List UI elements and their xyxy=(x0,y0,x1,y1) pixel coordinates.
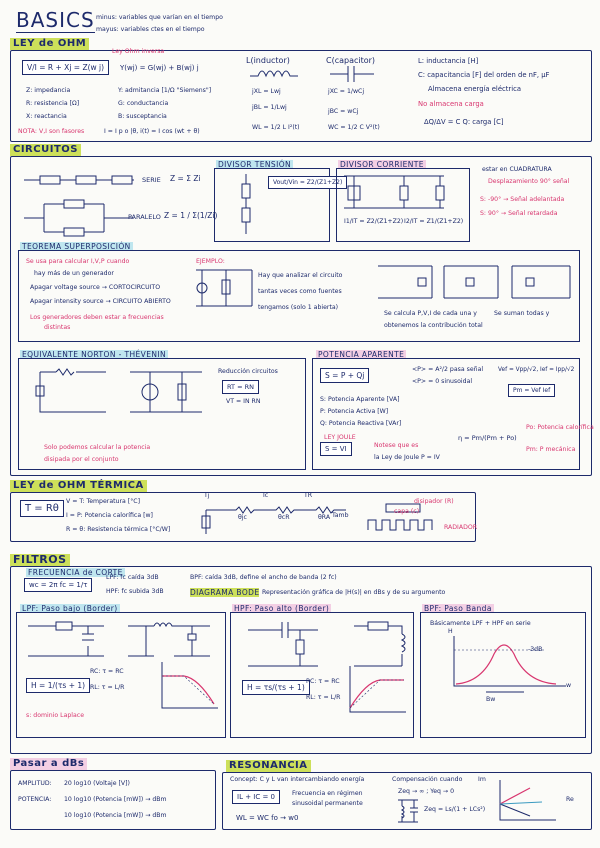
serie-eq: Z = Σ Zi xyxy=(170,174,201,183)
ejemplo-bottom-1: Se calcula P,V,I de cada una y xyxy=(384,310,477,317)
potencia-line-4: P: Potencia Activa [W] xyxy=(320,408,389,415)
frec-label: FRECUENCIA de CORTE xyxy=(28,568,123,577)
page-title: BASICS xyxy=(16,8,95,32)
divisor-corriente-eq-2: I2/IT = Z1/(Z1+Z2) xyxy=(404,218,464,225)
norton-heading: EQUIVALENTE NORTON - THÉVENIN xyxy=(22,350,166,359)
termica-line-3: R = θ: Resistencia térmica [°C/W] xyxy=(66,526,171,533)
teorema-line-4: Apagar intensity source → CIRCUITO ABIERTO xyxy=(30,298,171,305)
teorema-heading: TEOREMA SUPERPOSICIÓN xyxy=(22,242,131,251)
paralelo-eq: Z = 1 / Σ(1/Zi) xyxy=(164,211,218,220)
ley-ohm-heading: LEY de OHM xyxy=(10,38,89,50)
resonancia-comp-2: Zeq → ∞ ; Yeq → 0 xyxy=(398,788,455,795)
divisor-corriente-circuit-icon xyxy=(344,176,454,210)
teorema-line-5: Los generadores deben estar a frecuencias xyxy=(30,314,164,321)
lpf-circuit-icon xyxy=(24,622,214,658)
def-r: R: resistencia [Ω] xyxy=(26,100,80,107)
resonancia-feq: Zeq = Ls/(1 + LCs²) xyxy=(424,806,486,813)
def-g: G: conductancia xyxy=(118,100,169,107)
superposicion-circuits-icon xyxy=(378,264,570,300)
potencia-line-1: <P> = A²/2 pasa señal xyxy=(412,366,484,373)
inductor-eq-3: WL = 1/2 L I²(t) xyxy=(252,124,300,131)
resonancia-label-re: Re xyxy=(566,796,574,803)
teorema-line-2: hay más de un generador xyxy=(34,270,114,277)
lpf-eq: H = 1/(τs + 1) xyxy=(26,678,90,693)
termica-label-disipador: disipador (R) xyxy=(414,498,454,505)
fase-note-2: S: 90° → Señal retardada xyxy=(480,210,558,217)
norton-warn-2: disipada por el conjunto xyxy=(44,456,119,463)
resonancia-eq: IL + IC = 0 xyxy=(232,790,280,804)
hpf-bode-icon xyxy=(346,666,406,716)
right-def-charge: No almacena carga xyxy=(418,100,484,108)
bpf-label-3db: -3dB xyxy=(528,646,543,653)
eta-note-1: Po: Potencia calorífica xyxy=(526,424,594,431)
ejemplo-bottom-2: obtenemos la contribución total xyxy=(384,322,483,329)
divisor-corriente-heading: DIVISOR CORRIENTE xyxy=(340,160,424,169)
termica-label-capa: capa (c) xyxy=(394,508,420,515)
teorema-line-1: Se usa para calcular I,V,P cuando xyxy=(26,258,130,265)
paralelo-label: PARALELO xyxy=(128,213,161,221)
bpf-fc: BPF: caída 3dB, define el ancho de banda (2 fc) xyxy=(190,574,337,581)
right-def-energy: Almacena energía eléctrica xyxy=(428,85,521,93)
bpf-label-bw: Bw xyxy=(486,696,496,703)
ley-ohm-inverse-label: Ley Ohm inversa xyxy=(112,48,165,55)
paralelo-circuit-icon xyxy=(24,200,134,236)
def-b: B: susceptancia xyxy=(118,113,167,120)
resonancia-concept: Concept: C y L van intercambiando energía xyxy=(230,776,365,783)
inductor-symbol-icon xyxy=(250,68,300,80)
right-eq: ΔQ/ΔV = C Q: carga [C] xyxy=(424,118,504,126)
termica-label-tr: TR xyxy=(304,492,313,499)
resonancia-line-2: sinusoidal permanente xyxy=(292,800,363,807)
inductor-eq-2: jBL = 1/Lwj xyxy=(252,104,287,111)
ejemplo-text-3: tengamos (solo 1 abierta) xyxy=(258,304,339,311)
ejemplo-bottom-3: Se suman todas y xyxy=(494,310,550,317)
joule-note-1: Notese que es xyxy=(374,442,419,449)
dbs-heading: Pasar a dBs xyxy=(10,758,87,770)
hpf-rl: RL: τ = L/R xyxy=(306,694,341,701)
potencia-line-3: S: Potencia Aparente [VA] xyxy=(320,396,400,403)
ejemplo-text-2: tantas veces como fuentes xyxy=(258,288,342,295)
dbs-potencia-label: POTENCIA: xyxy=(18,796,52,803)
filtros-heading: FILTROS xyxy=(10,554,70,566)
bpf-heading: BPF: Paso Banda xyxy=(424,604,492,613)
termica-eq: T = Rθ xyxy=(20,500,64,517)
norton-note-1: Reducción circuitos xyxy=(218,368,278,375)
resonancia-heading: RESONANCIA xyxy=(226,760,311,772)
termica-label-radiador: RADIADOR xyxy=(444,524,478,531)
cuadratura-1: estar en CUADRATURA xyxy=(482,166,552,173)
capacitor-symbol-icon xyxy=(330,66,374,82)
ley-ohm-main-eq: V/I = R + Xj = Z(w j) xyxy=(22,60,109,75)
termica-line-1: V = T: Temperatura [°C] xyxy=(66,498,141,505)
termica-line-2: I = P: Potencia calorífica [w] xyxy=(66,512,153,519)
def-x: X: reactancia xyxy=(26,113,67,120)
hpf-eq: H = τs/(τs + 1) xyxy=(242,680,310,695)
potencia-eq: S = P + Qj xyxy=(320,368,369,383)
capacitor-eq-1: jXC = 1/wCj xyxy=(328,88,365,95)
serie-circuit-icon xyxy=(24,172,134,188)
resonancia-eq2: WL = WC fo → w0 xyxy=(236,814,299,822)
ley-ohm-note: NOTA: V,I son fasores xyxy=(18,128,85,135)
capacitor-eq-2: jBC = wCj xyxy=(328,108,359,115)
dbs-amplitud-label: AMPLITUD: xyxy=(18,780,52,787)
lpf-heading: LPF: Paso bajo (Border) xyxy=(22,604,118,613)
resonancia-label-im: Im xyxy=(478,776,486,783)
capacitor-title: C(capacitor) xyxy=(326,56,376,65)
def-z: Z: impedancia xyxy=(26,87,71,94)
bpf-bode-icon xyxy=(446,636,566,694)
vef-eq: Vef = Vpp/√2, Ief = Ipp/√2 xyxy=(498,367,575,373)
dbs-potencia-eq-1: 10 log10 (Potencia [mW]) → dBm xyxy=(64,796,167,803)
joule-note-2: la Ley de Joule P = IV xyxy=(374,454,440,461)
capacitor-eq-3: WC = 1/2 C V²(t) xyxy=(328,124,380,131)
termica-label-tc: Tc xyxy=(262,492,269,499)
bpf-label-w: w xyxy=(566,682,572,689)
bode-text: Representación gráfica de |H(s)| en dBs y de su argumento xyxy=(262,589,446,596)
frec-eq: wc = 2π fc = 1/τ xyxy=(24,578,92,592)
bpf-text: Básicamente LPF + HPF en serie xyxy=(430,620,531,627)
def-y: Y: admitancia [1/Ω "Siemens"] xyxy=(118,87,212,94)
termica-label-tj: Tj xyxy=(204,492,210,499)
circuitos-heading: CIRCUITOS xyxy=(10,144,81,156)
hpf-heading: HPF: Paso alto (Border) xyxy=(234,604,330,613)
lpf-rc: RC: τ = RC xyxy=(90,668,124,675)
resonancia-circuit-icon xyxy=(396,798,420,824)
norton-note-2: RT = RN xyxy=(222,380,259,394)
ley-ohm-inverse-eq: Y(wj) = G(wj) + B(wj) j xyxy=(120,64,199,72)
potencia-line-2: <P> = 0 sinusoidal xyxy=(412,378,473,385)
ley-ohm-note2: I = I p o |θ, i(t) = I cos (wt + θ) xyxy=(104,128,200,135)
hpf-circuit-icon xyxy=(238,620,408,668)
dbs-amplitud-eq: 20 log10 (Voltaje [V]) xyxy=(64,780,130,787)
resonancia-line-1: Frecuencia en régimen xyxy=(292,790,363,797)
ejemplo-circuit-icon xyxy=(196,268,252,308)
lpf-fc: LPF: fc caída 3dB xyxy=(106,574,159,581)
dbs-potencia-eq-2: 10 log10 (Potencia [mW]) → dBm xyxy=(64,812,167,819)
potencia-line-5: Q: Potencia Reactiva [VAr] xyxy=(320,420,402,427)
termica-label-tamb: Tamb xyxy=(332,512,349,519)
hpf-rc: RC: τ = RC xyxy=(306,678,340,685)
serie-label: SERIE xyxy=(142,176,161,184)
divisor-tension-circuit-icon xyxy=(226,174,266,234)
norton-circuit-icon xyxy=(126,368,206,416)
potencia-heading: POTENCIA APARENTE xyxy=(318,350,405,359)
eta-note-2: Pm: P mecánica xyxy=(526,446,576,453)
termica-label-theta-ra: θRA xyxy=(318,514,331,521)
thevenin-circuit-icon xyxy=(36,368,106,416)
radiador-icon xyxy=(368,502,438,532)
divisor-tension-heading: DIVISOR TENSIÓN xyxy=(218,160,292,169)
resonancia-phasor-icon xyxy=(490,776,560,824)
termica-label-theta-jc: θjc xyxy=(238,514,247,521)
termica-heading: LEY de OHM TÉRMICA xyxy=(10,480,147,492)
teorema-line-3: Apagar voltage source → CORTOCIRCUITO xyxy=(30,284,161,291)
inductor-eq-1: jXL = Lwj xyxy=(252,88,281,95)
hpf-fc: HPF: fc subida 3dB xyxy=(106,588,164,595)
pm-eq: Pm = Vef Ief xyxy=(508,384,555,397)
norton-note-3: VT = IN RN xyxy=(226,398,261,405)
right-def-l: L: inductancia [H] xyxy=(418,57,479,65)
eta-eq: η = Pm/(Pm + Po) xyxy=(458,434,517,442)
termica-label-theta-cr: θcR xyxy=(278,514,290,521)
lpf-note: s: dominio Laplace xyxy=(26,712,85,719)
title-note-1: minus: variables que varían en el tiempo xyxy=(96,14,223,21)
lpf-rl: RL: τ = L/R xyxy=(90,684,125,691)
inductor-title: L(inductor) xyxy=(246,56,290,65)
joule-eq: S = VI xyxy=(320,442,352,456)
joule-label: LEY JOULE xyxy=(324,434,356,441)
bode-label: DIAGRAMA BODE xyxy=(190,588,260,597)
ejemplo-label: EJEMPLO: xyxy=(196,258,225,265)
norton-warn-1: Solo podemos calcular la potencia xyxy=(44,444,151,451)
resonancia-comp-1: Compensación cuando xyxy=(392,776,463,783)
ejemplo-text-1: Hay que analizar el circuito xyxy=(258,272,343,279)
teorema-line-6: distintas xyxy=(44,324,71,331)
lpf-bode-icon xyxy=(158,662,218,712)
right-def-c: C: capacitancia [F] del orden de nF, μF xyxy=(418,71,550,79)
cuadratura-2: Desplazamiento 90° señal xyxy=(488,178,570,185)
divisor-tension-eq: Vout/Vin = Z2/(Z1+Z2) xyxy=(268,176,347,189)
bpf-label-h: H xyxy=(448,628,453,635)
title-note-2: mayus: variables ctes en el tiempo xyxy=(96,26,205,33)
divisor-corriente-eq-1: I1/IT = Z2/(Z1+Z2) xyxy=(344,218,404,225)
fase-note-1: S: -90° → Señal adelantada xyxy=(480,196,565,203)
